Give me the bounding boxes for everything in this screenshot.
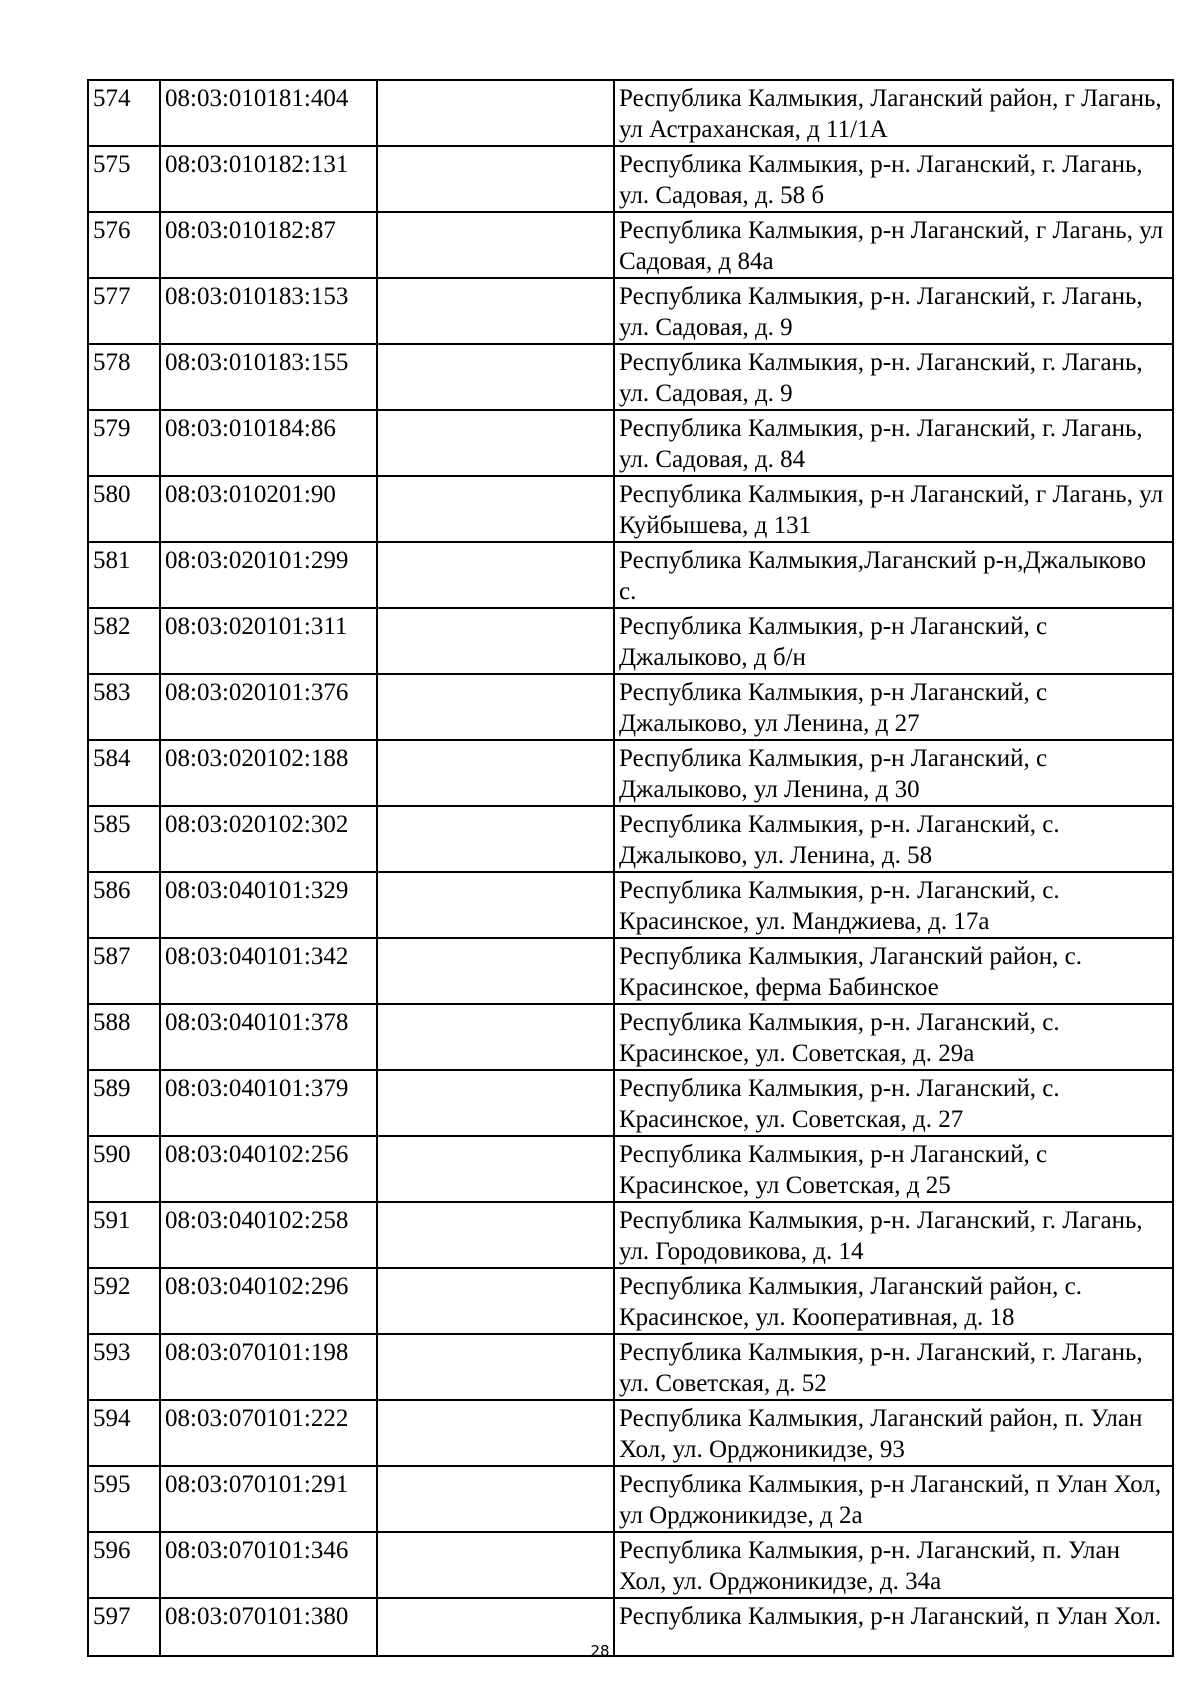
row-number-cell: 581 [88, 542, 160, 608]
empty-cell [377, 674, 614, 740]
table-row [88, 1070, 1173, 1136]
cadastral-number-cell: 08:03:020101:299 [160, 542, 377, 608]
cadastral-number-cell: 08:03:070101:291 [160, 1466, 377, 1532]
address-cell: Республика Калмыкия, р-н Лаганский, с Джалыково, ул Ленина, д 30 [614, 740, 1173, 806]
cadastral-number-cell: 08:03:040102:258 [160, 1202, 377, 1268]
row-number-cell: 592 [88, 1268, 160, 1334]
cadastral-number-cell: 08:03:010182:87 [160, 212, 377, 278]
address-cell: Республика Калмыкия, р-н. Лаганский, с. Красинское, ул. Манджиева, д. 17а [614, 872, 1173, 938]
table-row [88, 146, 1173, 212]
address-cell: Республика Калмыкия, р-н. Лаганский, г. Лагань, ул. Садовая, д. 58 б [614, 146, 1173, 212]
cadastral-number-cell: 08:03:040101:378 [160, 1004, 377, 1070]
cadastral-number-cell: 08:03:020102:188 [160, 740, 377, 806]
row-number-cell: 589 [88, 1070, 160, 1136]
cadastral-number-cell: 08:03:010184:86 [160, 410, 377, 476]
empty-cell [377, 212, 614, 278]
address-cell: Республика Калмыкия, р-н. Лаганский, с. Джалыково, ул. Ленина, д. 58 [614, 806, 1173, 872]
cadastral-number-cell: 08:03:010182:131 [160, 146, 377, 212]
row-number-cell: 577 [88, 278, 160, 344]
row-number-cell: 585 [88, 806, 160, 872]
empty-cell [377, 80, 614, 146]
cadastral-number-cell: 08:03:020101:311 [160, 608, 377, 674]
row-number-cell: 575 [88, 146, 160, 212]
address-cell: Республика Калмыкия, р-н Лаганский, с Красинское, ул Советская, д 25 [614, 1136, 1173, 1202]
address-cell: Республика Калмыкия, р-н. Лаганский, с. Красинское, ул. Советская, д. 29а [614, 1004, 1173, 1070]
address-cell: Республика Калмыкия, р-н. Лаганский, г. Лагань, ул. Садовая, д. 9 [614, 278, 1173, 344]
empty-cell [377, 1136, 614, 1202]
table-row [88, 344, 1173, 410]
address-cell: Республика Калмыкия, р-н Лаганский, г Лагань, ул Садовая, д 84а [614, 212, 1173, 278]
cadastral-number-cell: 08:03:040101:379 [160, 1070, 377, 1136]
row-number-cell: 578 [88, 344, 160, 410]
table-row [88, 806, 1173, 872]
row-number-cell: 596 [88, 1532, 160, 1598]
empty-cell [377, 1532, 614, 1598]
table-row [88, 542, 1173, 608]
row-number-cell: 597 [88, 1598, 160, 1656]
address-cell: Республика Калмыкия, р-н Лаганский, п Улан Хол, ул Орджоникидзе, д 2а [614, 1466, 1173, 1532]
cadastral-number-cell: 08:03:070101:346 [160, 1532, 377, 1598]
address-cell: Республика Калмыкия, Лаганский район, п. Улан Хол, ул. Орджоникидзе, 93 [614, 1400, 1173, 1466]
address-cell: Республика Калмыкия, р-н. Лаганский, г. Лагань, ул. Советская, д. 52 [614, 1334, 1173, 1400]
table-row [88, 212, 1173, 278]
empty-cell [377, 1070, 614, 1136]
address-cell: Республика Калмыкия, р-н. Лаганский, г. Лагань, ул. Садовая, д. 9 [614, 344, 1173, 410]
address-cell: Республика Калмыкия, Лаганский район, с. Красинское, ферма Бабинское [614, 938, 1173, 1004]
empty-cell [377, 1004, 614, 1070]
row-number-cell: 576 [88, 212, 160, 278]
cadastral-number-cell: 08:03:020101:376 [160, 674, 377, 740]
table-row [88, 278, 1173, 344]
row-number-cell: 593 [88, 1334, 160, 1400]
address-cell: Республика Калмыкия,Лаганский р-н,Джалыково с. [614, 542, 1173, 608]
address-cell: Республика Калмыкия, р-н. Лаганский, г. Лагань, ул. Садовая, д. 84 [614, 410, 1173, 476]
empty-cell [377, 410, 614, 476]
row-number-cell: 587 [88, 938, 160, 1004]
empty-cell [377, 740, 614, 806]
row-number-cell: 586 [88, 872, 160, 938]
table-row [88, 872, 1173, 938]
cadastral-number-cell: 08:03:010183:153 [160, 278, 377, 344]
table-row [88, 1202, 1173, 1268]
table-row [88, 1334, 1173, 1400]
empty-cell [377, 1400, 614, 1466]
empty-cell [377, 1334, 614, 1400]
table-row [88, 80, 1173, 146]
table-row [88, 476, 1173, 542]
table-row [88, 674, 1173, 740]
address-cell: Республика Калмыкия, р-н. Лаганский, с. Красинское, ул. Советская, д. 27 [614, 1070, 1173, 1136]
empty-cell [377, 476, 614, 542]
table-row [88, 1136, 1173, 1202]
table-row [88, 1268, 1173, 1334]
address-cell: Республика Калмыкия, р-н. Лаганский, п. Улан Хол, ул. Орджоникидзе, д. 34а [614, 1532, 1173, 1598]
row-number-cell: 574 [88, 80, 160, 146]
empty-cell [377, 1466, 614, 1532]
empty-cell [377, 146, 614, 212]
cadastral-number-cell: 08:03:010183:155 [160, 344, 377, 410]
row-number-cell: 594 [88, 1400, 160, 1466]
cadastral-number-cell: 08:03:070101:222 [160, 1400, 377, 1466]
cadastral-number-cell: 08:03:070101:380 [160, 1598, 377, 1656]
page-number: 28 [590, 1642, 610, 1660]
empty-cell [377, 542, 614, 608]
address-cell: Республика Калмыкия, р-н Лаганский, г Лагань, ул Куйбышева, д 131 [614, 476, 1173, 542]
address-cell: Республика Калмыкия, р-н Лаганский, с Джалыково, д б/н [614, 608, 1173, 674]
table-row [88, 740, 1173, 806]
table-row [88, 1532, 1173, 1598]
row-number-cell: 584 [88, 740, 160, 806]
cadastral-number-cell: 08:03:010201:90 [160, 476, 377, 542]
empty-cell [377, 278, 614, 344]
cadastral-number-cell: 08:03:040101:329 [160, 872, 377, 938]
address-cell: Республика Калмыкия, Лаганский район, г Лагань, ул Астраханская, д 11/1А [614, 80, 1173, 146]
address-cell: Республика Калмыкия, р-н Лаганский, п Улан Хол. [614, 1598, 1173, 1656]
empty-cell [377, 608, 614, 674]
table-body [88, 80, 1173, 1656]
cadastral-number-cell: 08:03:010181:404 [160, 80, 377, 146]
empty-cell [377, 806, 614, 872]
cadastral-number-cell: 08:03:040102:256 [160, 1136, 377, 1202]
address-cell: Республика Калмыкия, р-н Лаганский, с Джалыково, ул Ленина, д 27 [614, 674, 1173, 740]
table-row [88, 608, 1173, 674]
table-row [88, 410, 1173, 476]
table-row [88, 1400, 1173, 1466]
table-row [88, 1004, 1173, 1070]
cadastral-number-cell: 08:03:040102:296 [160, 1268, 377, 1334]
cadastral-number-cell: 08:03:040101:342 [160, 938, 377, 1004]
row-number-cell: 582 [88, 608, 160, 674]
cadastral-number-cell: 08:03:020102:302 [160, 806, 377, 872]
row-number-cell: 588 [88, 1004, 160, 1070]
row-number-cell: 595 [88, 1466, 160, 1532]
row-number-cell: 579 [88, 410, 160, 476]
property-table [87, 79, 1174, 1657]
empty-cell [377, 938, 614, 1004]
table-row [88, 938, 1173, 1004]
row-number-cell: 590 [88, 1136, 160, 1202]
cadastral-number-cell: 08:03:070101:198 [160, 1334, 377, 1400]
address-cell: Республика Калмыкия, р-н. Лаганский, г. Лагань, ул. Городовикова, д. 14 [614, 1202, 1173, 1268]
empty-cell [377, 872, 614, 938]
row-number-cell: 583 [88, 674, 160, 740]
empty-cell [377, 1268, 614, 1334]
row-number-cell: 580 [88, 476, 160, 542]
empty-cell [377, 1202, 614, 1268]
table-row [88, 1466, 1173, 1532]
row-number-cell: 591 [88, 1202, 160, 1268]
address-cell: Республика Калмыкия, Лаганский район, с. Красинское, ул. Кооперативная, д. 18 [614, 1268, 1173, 1334]
empty-cell [377, 344, 614, 410]
